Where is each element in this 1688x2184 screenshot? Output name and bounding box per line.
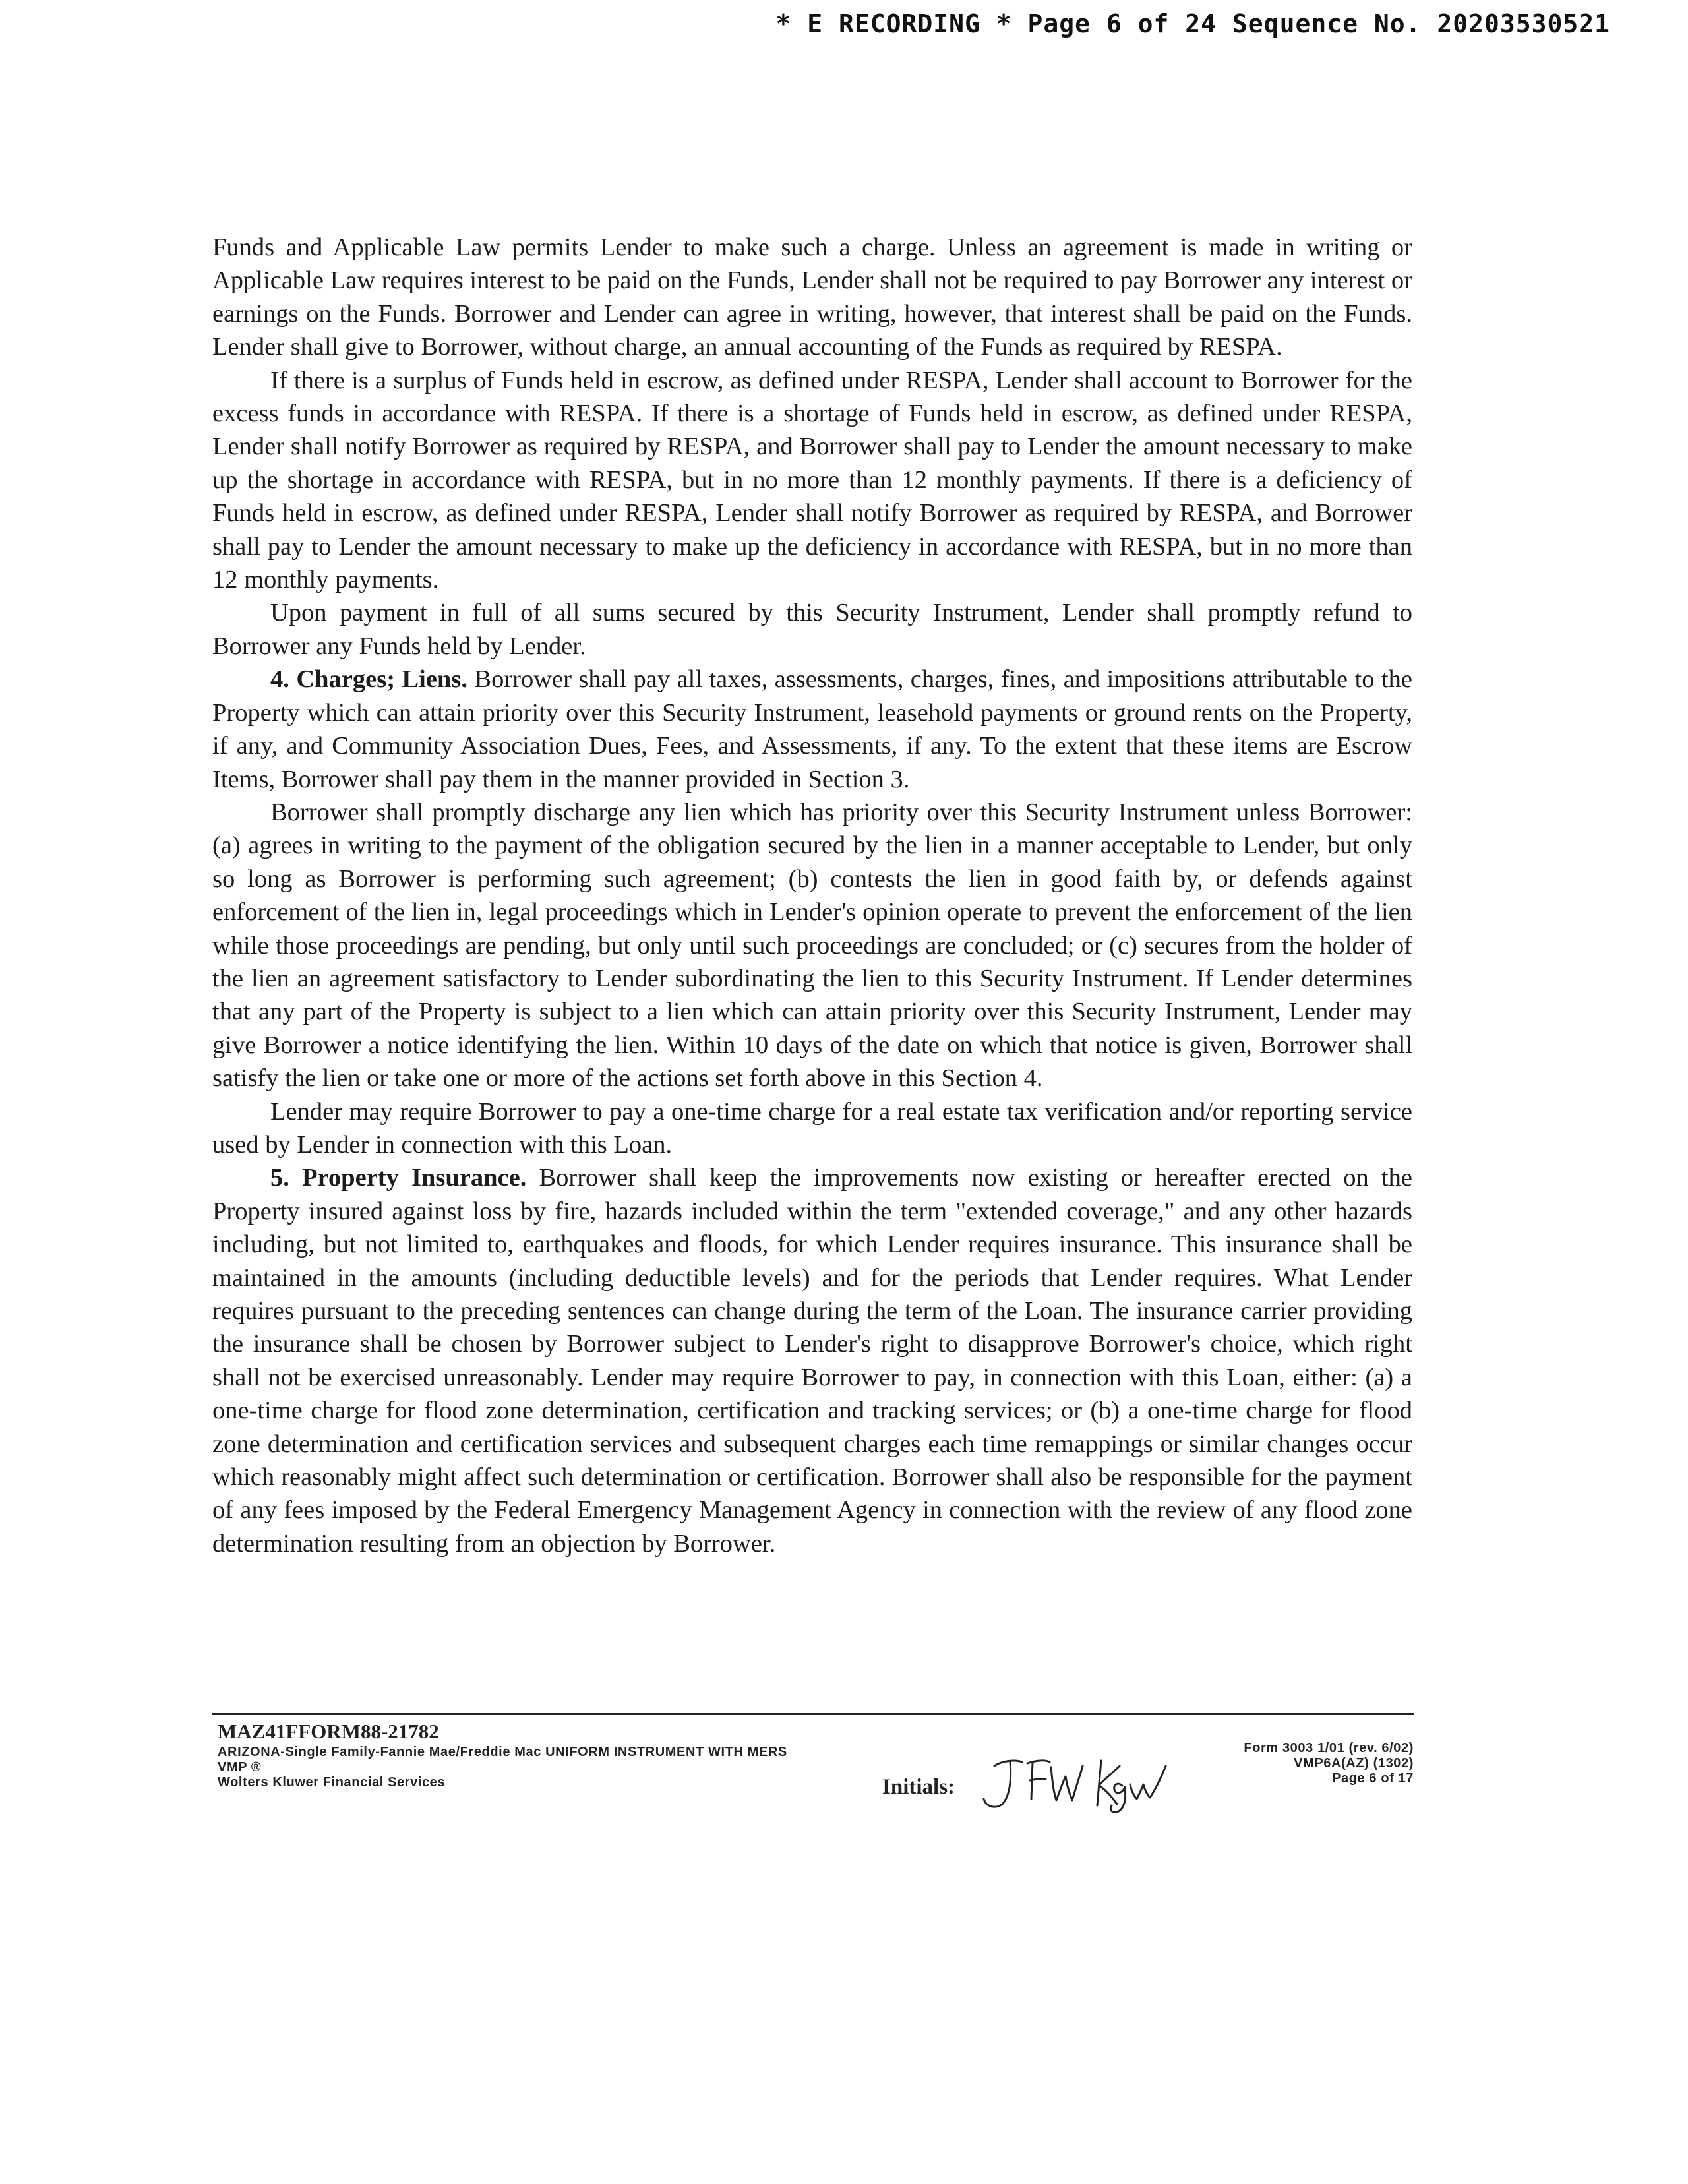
vmp-mark: VMP ® bbox=[218, 1760, 262, 1774]
form-page-number: Page 6 of 17 bbox=[1332, 1771, 1414, 1786]
section-4-heading: 4. Charges; Liens. bbox=[270, 665, 467, 694]
section-4-charges-liens bbox=[212, 663, 1412, 796]
paragraph-funds-interest: Funds and Applicable Law permits Lender to make such a charge. Unless an agreement is made in writing or Applicable Law requires interest to be paid on the Funds, Lender shall not be required to pay Borrower any interest or earnings on the Funds. Borrower and Lender can agree in writing, however, that interest shall be paid on the Funds. Lender shall give to Borrower, without charge, an annual accounting of the Funds as required by RESPA. bbox=[212, 233, 1412, 361]
section-5-property-insurance bbox=[212, 1161, 1412, 1560]
form-code: MAZ41FFORM88-21782 bbox=[218, 1720, 439, 1743]
recording-header: * E RECORDING * Page 6 of 24 Sequence No. 20203530521 bbox=[775, 9, 1610, 38]
form-vmp-code: VMP6A(AZ) (1302) bbox=[1294, 1756, 1414, 1771]
paragraph-refund: Upon payment in full of all sums secured by this Security Instrument, Lender shall promptly refund to Borrower any Funds held by Lender. bbox=[212, 599, 1412, 660]
paragraph-escrow-surplus: If there is a surplus of Funds held in escrow, as defined under RESPA, Lender shall account to Borrower for the excess funds in accordance with RESPA. If there is a shortage of Funds held in escrow, as defined under RESPA, Lender shall notify Borrower as required by RESPA, and Borrower shall pay to Lender the amount necessary to make up the shortage in accordance with RESPA, but in no more than 12 monthly payments. If there is a deficiency of Funds held in escrow, as defined under RESPA, Lender shall notify Borrower as required by RESPA, and Borrower shall pay to Lender the amount necessary to make up the deficiency in accordance with RESPA, but in no more than 12 monthly payments. bbox=[212, 366, 1412, 594]
section-4-text: Borrower shall pay all taxes, assessments, charges, fines, and impositions attributable to the Property which can attain priority over this Security Instrument, leasehold payments or ground rents on the Property, if any, and Community Association Dues, Fees, and Assessments, if any. To the extent that these items are Escrow Items, Borrower shall pay them in the manner provided in Section 3. bbox=[212, 665, 1412, 793]
document-body bbox=[212, 231, 1412, 1560]
footer-form-number bbox=[1244, 1741, 1414, 1786]
section-5-heading: 5. Property Insurance. bbox=[270, 1164, 527, 1192]
footer-divider bbox=[212, 1713, 1414, 1715]
paragraph-lien-discharge: Borrower shall promptly discharge any lien which has priority over this Security Instrument unless Borrower: (a) agrees in writing to the payment of the obligation secured by the lien in a manner acceptable to Lender, but only so long as Borrower is performing such agreement; (b) contests the lien in good faith by, or defends against enforcement of the lien in, legal proceedings which in Lender's opinion operate to prevent the enforcement of the lien while those proceedings are pending, but only until such proceedings are concluded; or (c) secures from the holder of the lien an agreement satisfactory to Lender subordinating the lien to this Security Instrument. If Lender determines that any part of the Property is subject to a lien which can attain priority over this Security Instrument, Lender may give Borrower a notice identifying the lien. Within 10 days of the date on which that notice is given, Borrower shall satisfy the lien or take one or more of the actions set forth above in this Section 4. bbox=[212, 798, 1412, 1093]
section-5-text: Borrower shall keep the improvements now existing or hereafter erected on the Property insured against loss by fire, hazards included within the term "extended coverage," and any other hazards including, but not limited to, earthquakes and floods, for which Lender requires insurance. This insurance shall be maintained in the amounts (including deductible levels) and for the periods that Lender requires. What Lender requires pursuant to the preceding sentences can change during the term of the Loan. The insurance carrier providing the insurance shall be chosen by Borrower subject to Lender's right to disapprove Borrower's choice, which right shall not be exercised unreasonably. Lender may require Borrower to pay, in connection with this Loan, either: (a) a one-time charge for flood zone determination, certification and tracking services; or (b) a one-time charge for flood zone determination and certification services and subsequent charges each time remappings or similar changes occur which reasonably might affect such determination or certification. Borrower shall also be responsible for the payment of any fees imposed by the Federal Emergency Management Agency in connection with the review of any flood zone determination resulting from an objection by Borrower. bbox=[212, 1164, 1412, 1558]
form-number: Form 3003 1/01 (rev. 6/02) bbox=[1244, 1741, 1414, 1755]
publisher-name: Wolters Kluwer Financial Services bbox=[218, 1775, 446, 1790]
initials-label: Initials: bbox=[882, 1775, 955, 1799]
initials-signature bbox=[976, 1746, 1174, 1819]
form-description: ARIZONA-Single Family-Fannie Mae/Freddie Mac UNIFORM INSTRUMENT WITH MERS bbox=[218, 1745, 787, 1759]
paragraph-tax-verification: Lender may require Borrower to pay a one-time charge for a real estate tax verification and/or reporting service used by Lender in connection with this Loan. bbox=[212, 1097, 1412, 1159]
footer-form-info bbox=[218, 1718, 787, 1790]
